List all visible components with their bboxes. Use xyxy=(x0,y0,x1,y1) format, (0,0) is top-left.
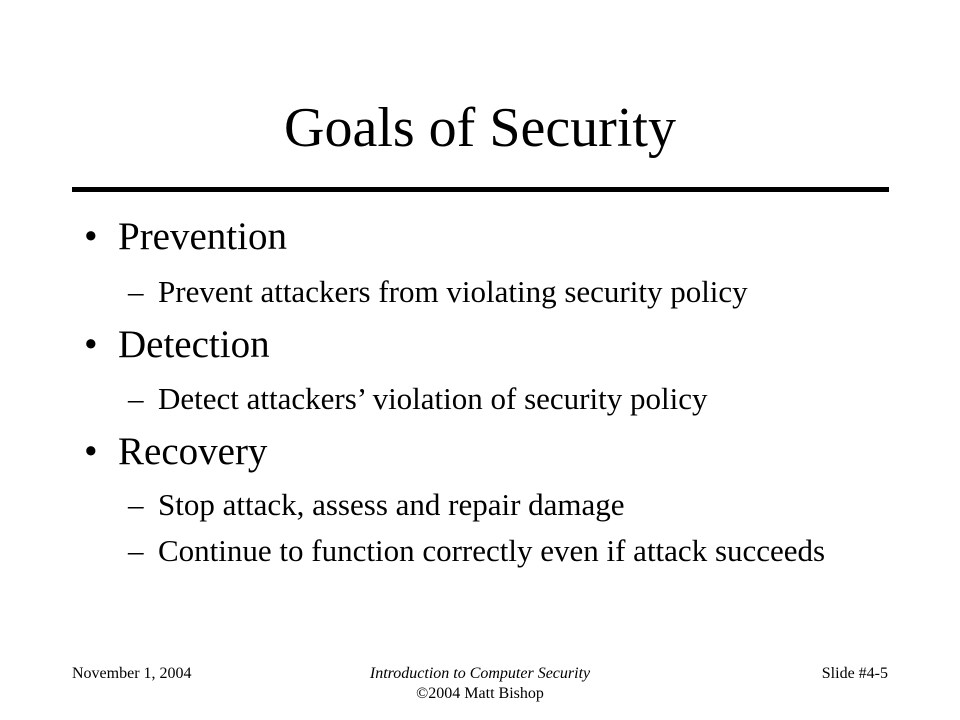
bullet-marker: • xyxy=(84,323,98,366)
bullet-prevention xyxy=(84,214,287,260)
bullet-label: Detection xyxy=(118,323,270,366)
sub-bullet-marker: – xyxy=(128,487,144,522)
footer-copyright: ©2004 Matt Bishop xyxy=(416,685,544,702)
bullet-marker: • xyxy=(84,430,98,473)
bullet-recovery xyxy=(84,429,267,475)
sub-bullet-text: Continue to function correctly even if attack succeeds xyxy=(158,533,826,568)
bullet-label: Prevention xyxy=(118,215,287,258)
bullet-label: Recovery xyxy=(118,430,268,473)
sub-bullet-text: Detect attackers’ violation of security policy xyxy=(158,381,708,416)
sub-bullet-text: Prevent attackers from violating security policy xyxy=(158,274,748,309)
footer-date: November 1, 2004 xyxy=(72,665,192,682)
sub-bullet-stop-attack xyxy=(128,486,878,524)
bullet-marker: • xyxy=(84,215,98,258)
sub-bullet-continue-function xyxy=(128,532,828,570)
sub-bullet-detect-attackers xyxy=(128,380,878,418)
footer-slide-number: Slide #4-5 xyxy=(821,665,888,682)
sub-bullet-prevent-attackers xyxy=(128,273,878,311)
sub-bullet-marker: – xyxy=(128,274,144,309)
sub-bullet-marker: – xyxy=(128,381,144,416)
footer-center xyxy=(300,664,660,704)
sub-bullet-text: Stop attack, assess and repair damage xyxy=(158,487,625,522)
footer-course-title: Introduction to Computer Security xyxy=(369,665,591,682)
slide-title: Goals of Security xyxy=(284,97,676,159)
sub-bullet-marker: – xyxy=(128,533,144,568)
bullet-detection xyxy=(84,322,270,368)
